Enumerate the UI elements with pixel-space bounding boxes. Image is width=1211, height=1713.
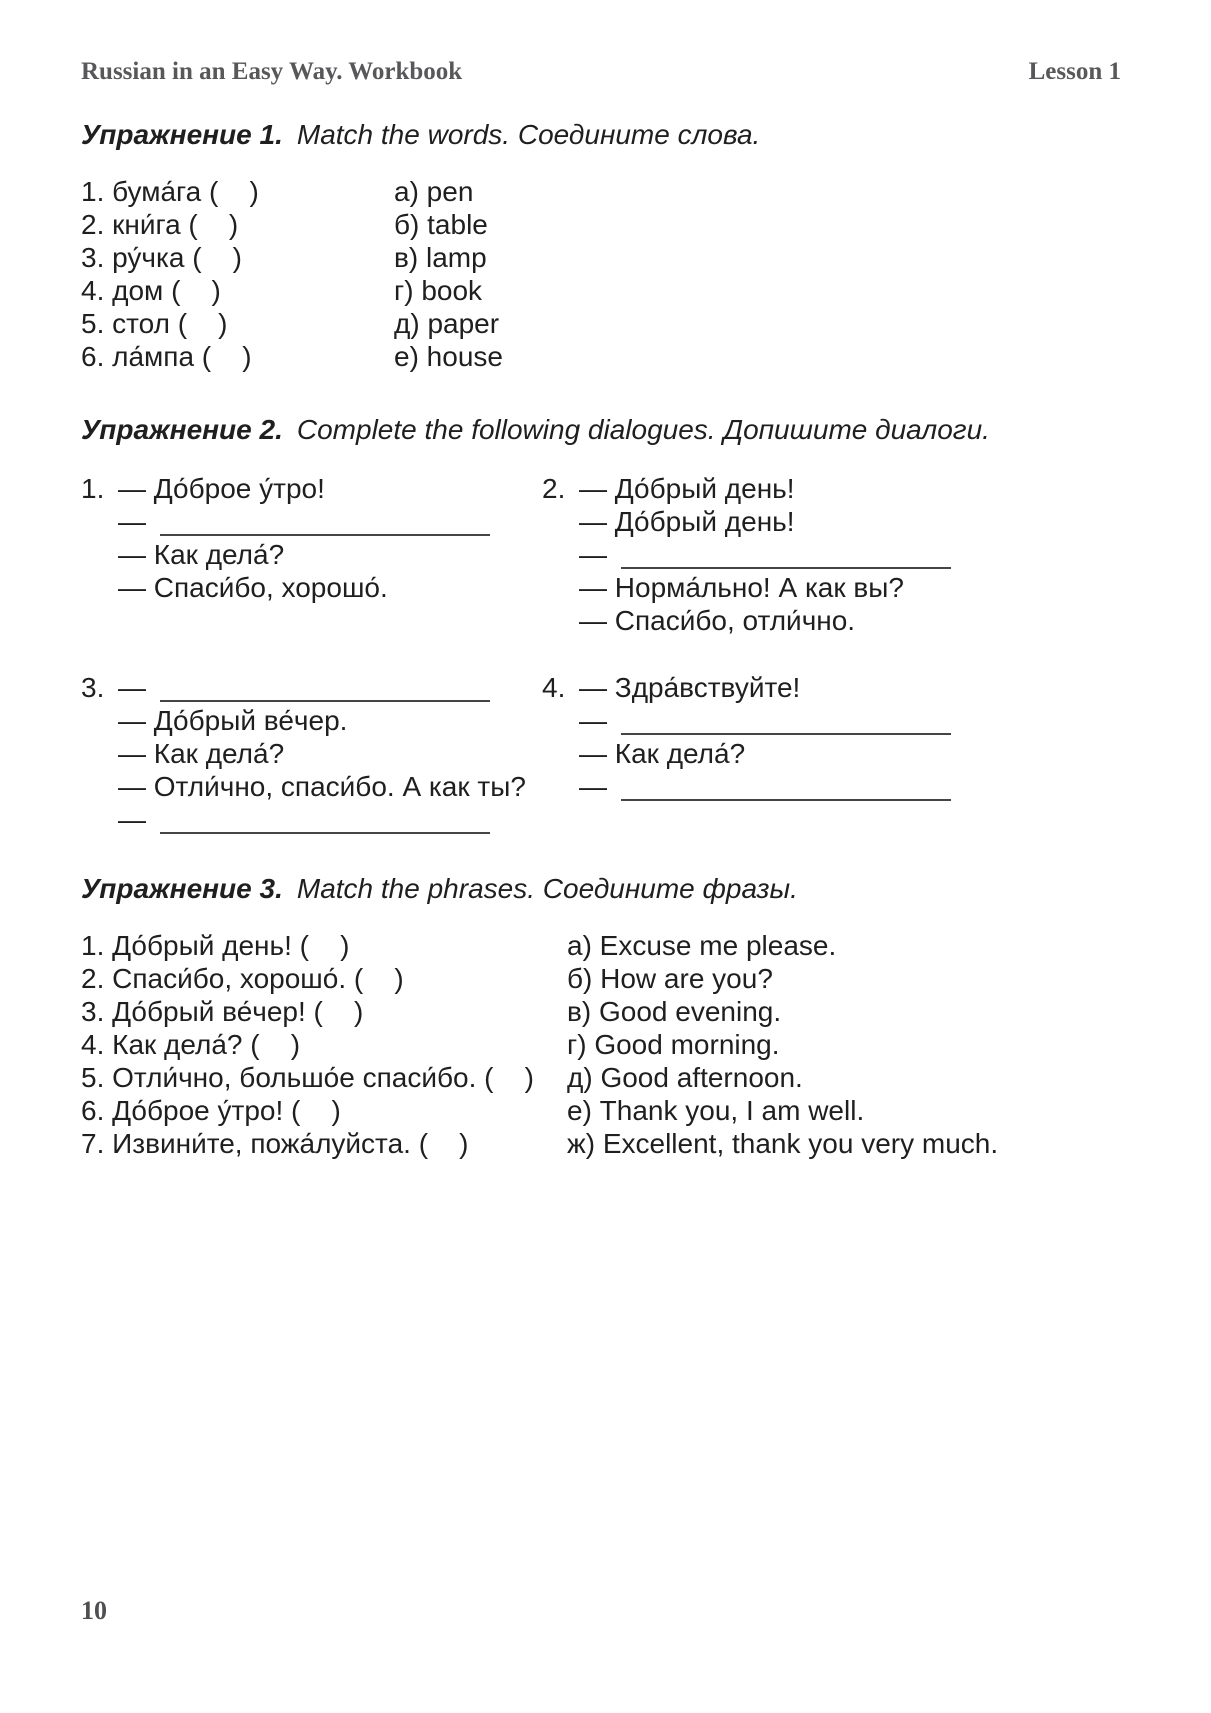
dialogue-lines [118,472,542,604]
match-item: 6. ла́мпа ( ) [81,341,252,372]
dialogue-2 [542,472,951,637]
exercise3-match-list [81,929,1121,1160]
match-item: 5. Отли́чно, большо́е спаси́бо. ( ) [81,1062,534,1093]
exercise3-left-column [81,929,567,1160]
dialogue-line: — [579,539,607,570]
page-number: 10 [81,1596,107,1625]
answer-blank-line [160,832,490,834]
exercise1-instruction: Match the words. Соедините слова. [296,119,761,150]
running-head [81,58,1121,86]
match-item: 1. бума́га ( ) [81,176,259,207]
exercise2-heading [81,413,1121,446]
dialogue-line: — До́брый день! [579,506,795,537]
dialogue-lines [579,472,951,637]
match-item: а) Excuse me please. [567,930,837,961]
exercise3-title: Упражнение 3. [81,873,283,904]
answer-blank-line [160,700,490,702]
match-item: г) book [394,275,483,306]
dialogue-line: — До́брое у́тро! [118,473,325,504]
dialogue-4 [542,671,951,803]
match-item: 7. Извини́те, пожа́луйста. ( ) [81,1128,469,1159]
match-item: д) paper [394,308,500,339]
dialogue-line: — Как дела́? [118,738,285,769]
match-item: г) Good morning. [567,1029,780,1060]
answer-blank-line [621,733,951,735]
dialogue-line: — Спаси́бо, хорошо́. [118,572,388,603]
match-item: 3. ру́чка ( ) [81,242,242,273]
answer-blank-line [621,799,951,801]
exercise1-match-list [81,175,1121,373]
dialogue-line: — [118,804,146,835]
match-item: д) Good afternoon. [567,1062,803,1093]
dialogue-line: — До́брый ве́чер. [118,705,348,736]
dialogue-line: — Норма́льно! А как вы? [579,572,904,603]
dialogue-line: — Спаси́бо, отли́чно. [579,605,856,636]
dialogue-number: 4. [542,672,566,703]
dialogue-1 [81,472,542,604]
dialogue-number: 1. [81,473,105,504]
dialogue-line: — [118,506,146,537]
exercise3-instruction: Match the phrases. Соедините фразы. [296,873,798,904]
match-item: в) lamp [394,242,487,273]
dialogue-lines [579,671,951,803]
exercise2-title: Упражнение 2. [81,414,283,445]
match-item: ж) Excellent, thank you very much. [567,1128,999,1159]
dialogue-lines [118,671,542,836]
match-item: б) How are you? [567,963,773,994]
match-item: е) Thank you, I am well. [567,1095,865,1126]
exercise3-right-column [567,929,998,1160]
dialogue-line: — Как дела́? [579,738,746,769]
dialogue-line: — До́брый день! [579,473,795,504]
exercise1-heading [81,118,1121,151]
dialogue-line: — Здра́вствуйте! [579,672,801,703]
match-item: в) Good evening. [567,996,782,1027]
exercise2-instruction: Complete the following dialogues. Допишите диалоги. [296,414,990,445]
exercise1-right-column [394,175,503,373]
exercise3-heading [81,872,1121,905]
dialogue-line: — Отли́чно, спаси́бо. А как ты? [118,771,526,802]
match-item: а) pen [394,176,474,207]
dialogue-line: — [118,672,146,703]
dialogue-number: 3. [81,672,105,703]
dialogue-line: — [579,771,607,802]
match-item: б) table [394,209,488,240]
book-title: Russian in an Easy Way. Workbook [81,58,463,85]
dialogue-line: — [579,705,607,736]
exercise1-title: Упражнение 1. [81,119,283,150]
match-item: 4. дом ( ) [81,275,221,306]
match-item: 1. До́брый день! ( ) [81,930,350,961]
dialogues-row-1 [81,472,1121,637]
match-item: 6. До́брое у́тро! ( ) [81,1095,341,1126]
answer-blank-line [160,534,490,536]
lesson-label: Lesson 1 [1028,58,1121,85]
match-item: 4. Как дела́? ( ) [81,1029,301,1060]
exercise1-left-column [81,175,394,373]
dialogue-line: — Как дела́? [118,539,285,570]
match-item: 5. стол ( ) [81,308,228,339]
match-item: е) house [394,341,503,372]
match-item: 2. кни́га ( ) [81,209,239,240]
match-item: 3. До́брый ве́чер! ( ) [81,996,364,1027]
answer-blank-line [621,567,951,569]
dialogue-number: 2. [542,473,566,504]
dialogues-row-2 [81,671,1121,836]
dialogue-3 [81,671,542,836]
match-item: 2. Спаси́бо, хорошо́. ( ) [81,963,404,994]
